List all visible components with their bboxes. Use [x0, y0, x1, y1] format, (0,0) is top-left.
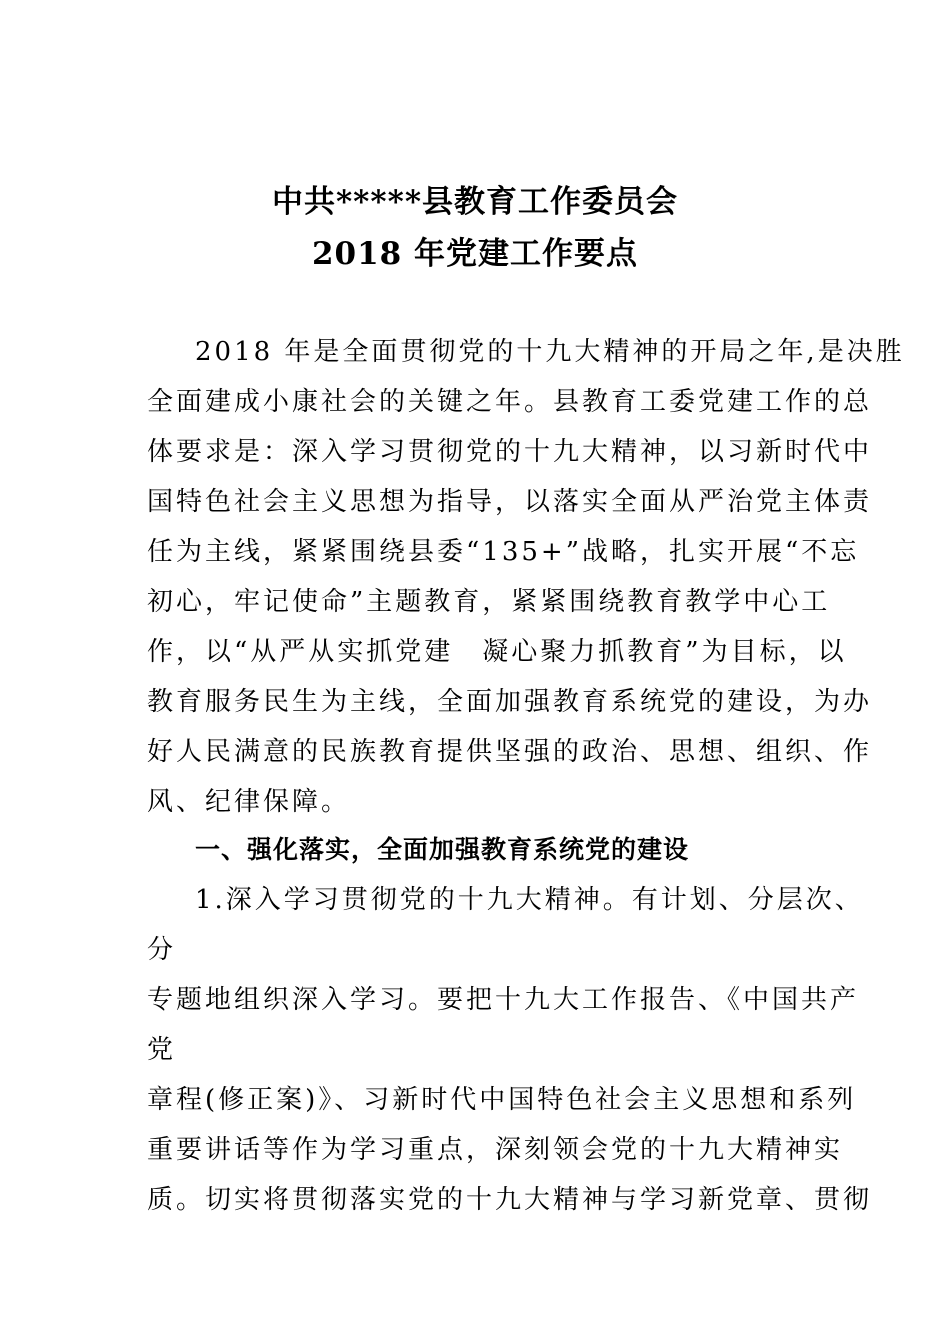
paragraph-line: 风、纪律保障。 [147, 787, 351, 817]
paragraph-line: 全面建成小康社会的关键之年。县教育工委党建工作的总 [147, 387, 873, 417]
section-heading: 一、强化落实，全面加强教育系统党的建设 [195, 835, 690, 864]
paragraph-line: 体要求是：深入学习贯彻党的十九大精神，以习新时代中 [147, 437, 873, 467]
paragraph-line: 党 [147, 1035, 177, 1065]
paragraph-line: 初心，牢记使命”主题教育，紧紧围绕教育教学中心工 [147, 587, 831, 617]
paragraph-line: 作，以“从严从实抓党建 凝心聚力抓教育”为目标，以 [147, 637, 847, 667]
paragraph-line: 好人民满意的民族教育提供坚强的政治、思想、组织、作 [147, 737, 873, 767]
paragraph-line: 教育服务民生为主线，全面加强教育系统党的建设，为办 [147, 687, 873, 717]
paragraph-line: 国特色社会主义思想为指导，以落实全面从严治党主体责 [147, 487, 873, 517]
paragraph-line: 2018 年是全面贯彻党的十九大精神的开局之年,是决胜 [195, 337, 905, 367]
paragraph-line: 分 [147, 935, 177, 965]
document-subtitle: 2018 年党建工作要点 [311, 236, 639, 272]
paragraph-line: 质。切实将贯彻落实党的十九大精神与学习新党章、贯彻 [147, 1185, 873, 1215]
document-title: 中共*****县教育工作委员会 [271, 184, 679, 220]
paragraph-line: 1.深入学习贯彻党的十九大精神。有计划、分层次、 [195, 885, 864, 915]
paragraph-line: 任为主线，紧紧围绕县委“135+”战略，扎实开展“不忘 [147, 537, 860, 567]
paragraph-line: 专题地组织深入学习。要把十九大工作报告、《中国共产 [147, 985, 860, 1015]
paragraph-line: 章程(修正案)》、习新时代中国特色社会主义思想和系列 [147, 1085, 857, 1115]
paragraph-line: 重要讲话等作为学习重点，深刻领会党的十九大精神实 [147, 1135, 844, 1165]
